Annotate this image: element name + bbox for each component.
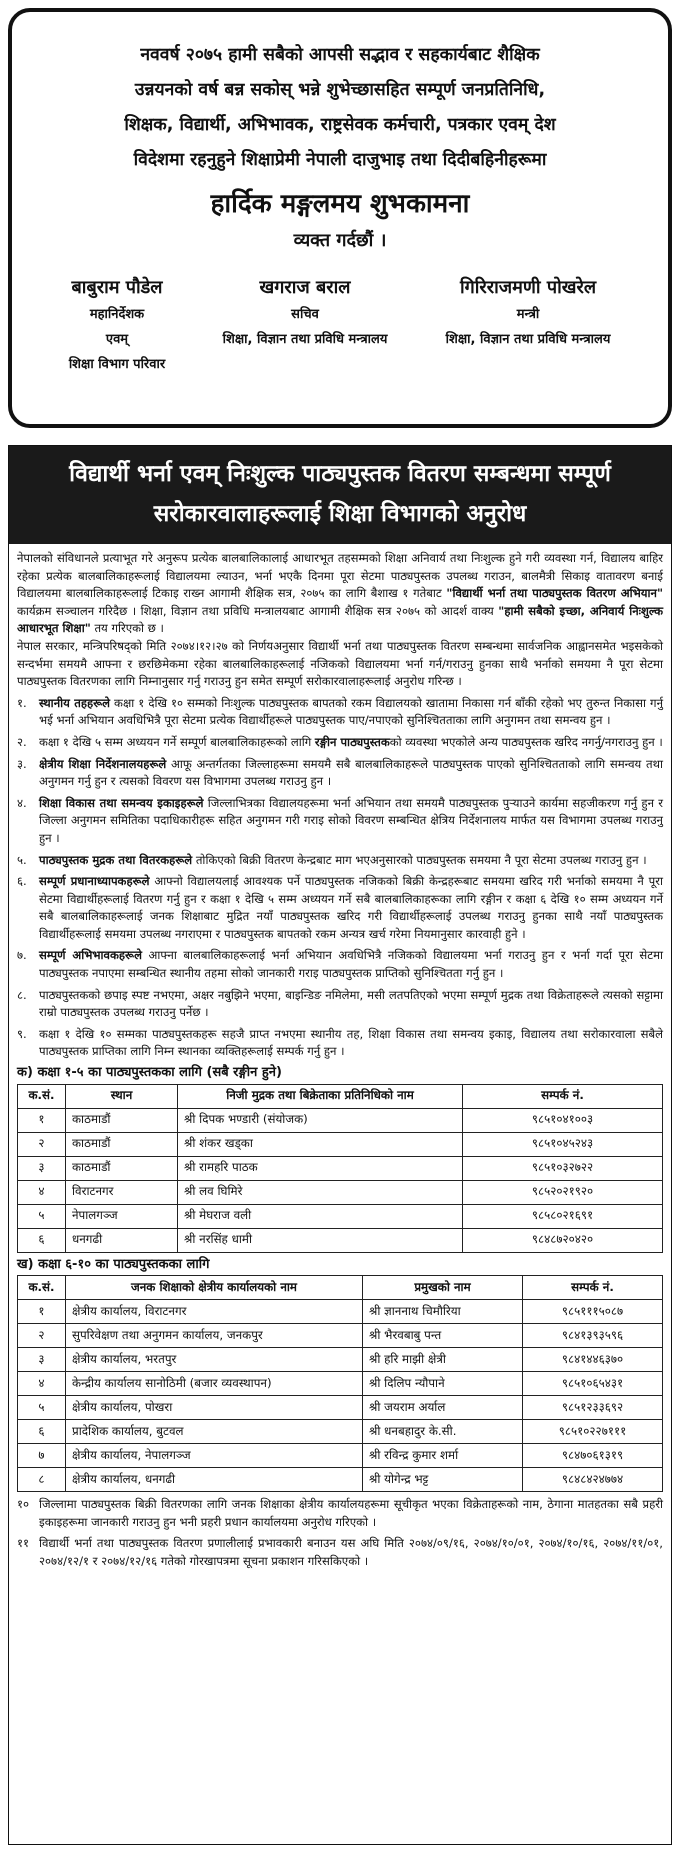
greeting-line: उन्नयनको वर्ष बन्न सकोस् भन्ने शुभेच्छासहित सम्पूर्ण जनप्रतिनिधि, <box>134 80 546 100</box>
table-cell: श्री दिलिप न्यौपाने <box>363 1372 523 1396</box>
intro-paragraph <box>17 550 663 638</box>
table-cell: श्री लव घिमिरे <box>178 1180 463 1204</box>
table-cell: ३ <box>18 1156 66 1180</box>
table-cell: श्री रविन्द्र कुमार शर्मा <box>363 1444 523 1468</box>
signatory-name: बाबुराम पौडेल <box>71 277 163 298</box>
table-cell: ८ <box>18 1468 66 1492</box>
table-a <box>17 1084 663 1253</box>
intro-text: नेपालको संविधानले प्रत्याभूत गरे अनुरूप प्रत्येक बालबालिकालाई आधारभूत तहसम्मको शिक्षा अनिवार्य तथा निःशुल्क हुने गरी व्यवस्था गर्न, विद्यालय बाहिर रहेका प्रत्येक बालबालिकाहरूलाई विद्यालयमा ल्याउन, भर्ना भएकै दिनमा पूरा सेटमा पाठ्यपुस्तक उपलब्ध गराउन, बालमैत्री सिकाइ वातावरण बनाई विद्यालयमा बालबालिकाहरूलाई टिकाइ राख्न आगामी शैक्षिक सत्र, २०७५ का लागि बैशाख १ गतेबाट <box>17 551 663 601</box>
table-cell: श्री दिपक भण्डारी (संयोजक) <box>178 1108 463 1132</box>
table-row <box>18 1300 663 1324</box>
item-text: विद्यार्थी भर्ना तथा पाठ्यपुस्तक वितरण प्रणालीलाई प्रभावकारी बनाउन यस अघि मिति २०७४/०९/१६, २०७४/१०/०१, २०७४/१०/१६, २०७४/११/०१, २०७४/१२/१ र २०७४/१२/१६ गतेको गोरखापत्रमा सूचना प्रकाशन गरिसकिएको । <box>39 1536 663 1568</box>
table-cell: ९८५१०४५२४३ <box>463 1132 663 1156</box>
intro-text: तय गरिएको छ । <box>94 621 164 636</box>
table-row <box>18 1108 663 1132</box>
column-header: क.सं. <box>18 1276 66 1300</box>
table-cell: श्री हरि माझी क्षेत्री <box>363 1348 523 1372</box>
list-item <box>17 1026 663 1061</box>
table-cell: श्री योगेन्द्र भट्ट <box>363 1468 523 1492</box>
list-item <box>17 852 663 870</box>
item-text: कक्षा १ देखि १० सम्मका पाठ्यपुस्तकहरू सहजै प्राप्त नभएमा स्थानीय तह, शिक्षा विकास तथा समन्वय इकाइ, विद्यालय तथा सरोकारवाला सबैले पाठ्यपुस्तक प्राप्तिका लागि निम्न स्थानका व्यक्तिहरूलाई सम्पर्क गर्नु हुन । <box>39 1026 663 1059</box>
item-text: पाठ्यपुस्तकको छपाइ स्पष्ट नभएमा, अक्षर नबुझिने भएमा, बाइन्डिङ नमिलेमा, मसी लतपतिएको भएमा सम्पूर्ण मुद्रक तथा विक्रेताहरूले त्यसको सट्टामा राम्रो पाठ्यपुस्तक उपलब्ध गराउनु पर्नेछ । <box>39 987 663 1020</box>
item-text: आफू अन्तर्गतका जिल्लाहरूमा समयमै सबै बालबालिकाहरूले पाठ्यपुस्तक पाएको सुनिश्चितताको लागि समन्वय तथा अनुगमन गर्नु हुन र त्यसको विवरण यस विभागमा उपलब्ध गराउनु हुन । <box>39 756 663 789</box>
table-row <box>18 1228 663 1252</box>
signatory-line: शिक्षा, विज्ञान तथा प्रविधि मन्त्रालय <box>222 332 388 347</box>
item-text: कक्षा १ देखि ५ सम्म अध्ययन गर्ने सम्पूर्ण बालबालिकाहरूको लागि <box>39 734 312 749</box>
list-item <box>17 947 663 982</box>
table-cell: ९८५८०२१६९१ <box>463 1204 663 1228</box>
table-cell: क्षेत्रीय कार्यालय, पोखरा <box>66 1396 363 1420</box>
item-bold: सम्पूर्ण प्रधानाध्यापकहरूले <box>39 874 150 889</box>
item-number: ११ <box>17 1536 30 1551</box>
table-cell: ९८५१११५०८७ <box>523 1300 663 1324</box>
item-text: तोकिएको बिक्री वितरण केन्द्रबाट माग भएअनुसारको पाठ्यपुस्तक समयमा नै पूरा सेटमा उपलब्ध गराउनु हुन । <box>195 852 647 867</box>
table-cell: सुपरिवेक्षण तथा अनुगमन कार्यालय, जनकपुर <box>66 1324 363 1348</box>
greeting-line: विदेशमा रहनुहुने शिक्षाप्रेमी नेपाली दाजुभाइ तथा दिदीबहिनीहरूमा <box>133 150 547 170</box>
table-cell: ४ <box>18 1180 66 1204</box>
table-cell: केन्द्रीय कार्यालय सानोठिमी (बजार व्यवस्थापन) <box>66 1372 363 1396</box>
table-cell: श्री नरसिंह धामी <box>178 1228 463 1252</box>
item-number: १० <box>17 1497 30 1512</box>
item-text: जिल्लाभित्रका विद्यालयहरूमा भर्ना अभियान तथा समयमै पाठ्यपुस्तक पुऱ्याउने कार्यमा सहजीकरण गर्नु हुन र जिल्ला अनुगमन समितिका पदाधिकारीहरू सहित अनुगमन गरी गराइ सोको विवरण सम्बन्धित क्षेत्रिय निर्देशनालय मार्फत यस विभागमा उपलब्ध गराउनु हुन । <box>39 795 663 845</box>
notice-banner <box>9 446 671 544</box>
item-text: को व्यवस्था भएकोले अन्य पाठ्यपुस्तक खरिद नगर्नु/नगराउनु हुन । <box>389 734 663 749</box>
item-text: आफ्नो विद्यालयलाई आवश्यक पर्ने पाठ्यपुस्तक नजिकको बिक्री केन्द्रहरूबाट समयमा खरिद गरी भर्नाको समयमा नै पूरा सेटमा विद्यार्थीहरूलाई वितरण गर्नु हुन र कक्षा १ देखि ५ सम्म अध्ययन गर्ने सबै बालबालिकाहरूका लागि रङ्गीन र कक्षा ६ देखि १० सम्म अध्ययन गर्ने सबै बालबालिकाहरूलाई जनक शिक्षाबाट मुद्रित नयाँ पाठ्यपुस्तक खरिद गरी विद्यार्थीहरूलाई उपलब्ध गराउनु हुनका साथै नयाँ पाठ्यपुस्तक विद्यार्थीहरूलाई समयमा उपलब्ध नगराएमा र पाठ्यपुस्तक बापतको रकम अन्यत्र खर्च गरेमा नियमानुसार कारवाही हुने । <box>39 874 663 941</box>
table-row <box>18 1180 663 1204</box>
table-cell: ९८४८७२०४२० <box>463 1228 663 1252</box>
table-cell: श्री धनबहादुर के.सी. <box>363 1420 523 1444</box>
greeting-text <box>32 38 648 178</box>
table-cell: १ <box>18 1300 66 1324</box>
list-item <box>17 1496 663 1531</box>
table-row <box>18 1372 663 1396</box>
list-item <box>17 873 663 943</box>
table-cell: श्री ज्ञाननाथ चिमौरिया <box>363 1300 523 1324</box>
signatory <box>408 274 648 377</box>
greeting-line: शिक्षक, विद्यार्थी, अभिभावक, राष्ट्रसेवक कर्मचारी, पत्रकार एवम् देश <box>124 115 556 135</box>
table-cell: प्रादेशिक कार्यालय, बुटवल <box>66 1420 363 1444</box>
greeting-closing: व्यक्त गर्दछौं । <box>293 230 387 251</box>
signatory-title: सचिव <box>291 307 319 322</box>
table-row <box>18 1324 663 1348</box>
table-cell: श्री मेघराज वली <box>178 1204 463 1228</box>
greeting-box <box>8 8 672 428</box>
signatory-title: महानिर्देशक <box>89 307 145 322</box>
table-cell: ३ <box>18 1348 66 1372</box>
table-cell: ५ <box>18 1204 66 1228</box>
item-number: ९. <box>17 1026 27 1041</box>
intro-bold: "हामी सबैको इच्छा, अनिवार्य निःशुल्क आधारभूत शिक्षा" <box>17 603 663 636</box>
item-number: २. <box>17 734 27 749</box>
item-bold: पाठ्यपुस्तक मुद्रक तथा वितरकहरूले <box>39 852 193 867</box>
table-b-heading: ख) कक्षा ६-१० का पाठ्यपुस्तकका लागि <box>17 1256 210 1272</box>
item-number: ८. <box>17 987 27 1002</box>
table-cell: क्षेत्रीय कार्यालय, विराटनगर <box>66 1300 363 1324</box>
table-row <box>18 1420 663 1444</box>
table-cell: ९८४१४४६३७० <box>523 1348 663 1372</box>
signatory-line: एवम् <box>105 332 129 347</box>
table-cell: ७ <box>18 1444 66 1468</box>
list-item <box>17 756 663 791</box>
table-header-row <box>18 1276 663 1300</box>
item-bold: स्थानीय तहहरूले <box>39 695 111 710</box>
list-item <box>17 695 663 730</box>
item-bold: क्षेत्रीय शिक्षा निर्देशनालयहरूले <box>39 756 167 771</box>
table-cell: २ <box>18 1132 66 1156</box>
table-row <box>18 1468 663 1492</box>
table-cell: ५ <box>18 1396 66 1420</box>
table-cell: ९८५१०२२७१११ <box>523 1420 663 1444</box>
column-header: स्थान <box>66 1084 178 1108</box>
column-header: निजी मुद्रक तथा बिक्रेताका प्रतिनिधिको नाम <box>178 1084 463 1108</box>
table-cell: २ <box>18 1324 66 1348</box>
signatory-title: मन्त्री <box>516 307 540 322</box>
table-cell: श्री शंकर खड्का <box>178 1132 463 1156</box>
table-cell: काठमाडौं <box>66 1156 178 1180</box>
table-cell: काठमाडौं <box>66 1132 178 1156</box>
column-header: सम्पर्क नं. <box>523 1276 663 1300</box>
table-cell: ९८४७०६१३१९ <box>523 1444 663 1468</box>
list-item <box>17 795 663 848</box>
column-header: क.सं. <box>18 1084 66 1108</box>
table-cell: ९८५२०२१९२० <box>463 1180 663 1204</box>
signatory <box>32 274 202 377</box>
table-cell: १ <box>18 1108 66 1132</box>
table-cell: विराटनगर <box>66 1180 178 1204</box>
notice-title-line: विद्यार्थी भर्ना एवम् निःशुल्क पाठ्यपुस्तक वितरण सम्बन्धमा सम्पूर्ण <box>69 461 611 487</box>
greeting-line: नववर्ष २०७५ हामी सबैको आपसी सद्भाव र सहकार्यबाट शैक्षिक <box>140 45 540 65</box>
item-number: ४. <box>17 795 27 810</box>
item-number: ६. <box>17 874 27 889</box>
table-cell: क्षेत्रीय कार्यालय, नेपालगञ्ज <box>66 1444 363 1468</box>
table-cell: ९८५१०६५४३१ <box>523 1372 663 1396</box>
table-row <box>18 1204 663 1228</box>
table-row <box>18 1396 663 1420</box>
table-cell: ९८५१०४१००३ <box>463 1108 663 1132</box>
table-cell: क्षेत्रीय कार्यालय, धनगढी <box>66 1468 363 1492</box>
signatories <box>32 274 648 377</box>
table-cell: श्री भैरवबाबु पन्त <box>363 1324 523 1348</box>
table-row <box>18 1132 663 1156</box>
table-cell: श्री जयराम अर्याल <box>363 1396 523 1420</box>
table-cell: ६ <box>18 1420 66 1444</box>
signatory-name: खगराज बराल <box>259 277 351 298</box>
item-number: १. <box>17 695 27 710</box>
table-cell: ९८४१३९३५९६ <box>523 1324 663 1348</box>
table-cell: ९८४८४२४७७४ <box>523 1468 663 1492</box>
notice-body <box>9 544 671 1571</box>
column-header: प्रमुखको नाम <box>363 1276 523 1300</box>
item-number: ५. <box>17 852 27 867</box>
intro-bold: "विद्यार्थी भर्ना तथा पाठ्यपुस्तक वितरण अभियान" <box>446 586 663 601</box>
table-cell: क्षेत्रीय कार्यालय, भरतपुर <box>66 1348 363 1372</box>
table-cell: ६ <box>18 1228 66 1252</box>
item-bold: रङ्गीन पाठ्यपुस्तक <box>314 734 390 749</box>
item-number: ७. <box>17 948 27 963</box>
table-cell: ९८५१०३२७२२ <box>463 1156 663 1180</box>
signatory-line: शिक्षा विभाग परिवार <box>68 357 166 372</box>
signatory-name: गिरिराजमणी पोखरेल <box>459 277 597 298</box>
intro-paragraph: नेपाल सरकार, मन्त्रिपरिषद्को मिति २०७४।१२।२७ को निर्णयअनुसार विद्यार्थी भर्ना तथा पाठ्यपुस्तक वितरण सम्बन्धमा सार्वजनिक आह्वानसमेत भइसकेको सन्दर्भमा समयमै आफ्ना र छरछिमेकमा रहेका बालबालिकाहरूलाई नजिकको विद्यालयमा भर्ना गर्न/गराउनु हुनका साथै भर्नाको समयमा नै पूरा सेटमा पाठ्यपुस्तक वितरणका लागि निम्नानुसार गर्नु गराउनु हुन समेत सम्पूर्ण सरोकारवालाहरूलाई अनुरोध गरिन्छ । <box>17 638 663 689</box>
table-cell: ४ <box>18 1372 66 1396</box>
table-cell: श्री रामहरि पाठक <box>178 1156 463 1180</box>
table-row <box>18 1348 663 1372</box>
table-header-row <box>18 1084 663 1108</box>
table-row <box>18 1444 663 1468</box>
table-cell: काठमाडौं <box>66 1108 178 1132</box>
item-text: जिल्लामा पाठ्यपुस्तक बिक्री वितरणका लागि जनक शिक्षाका क्षेत्रीय कार्यालयहरूमा सूचीकृत भएका विक्रेताहरूको नाम, ठेगाना मातहतका सबै प्रहरी इकाइहरूमा जानकारी गराउनु हुन भनी प्रहरी प्रधान कार्यालयमा अनुरोध गरिएको । <box>39 1497 663 1529</box>
table-cell: धनगढी <box>66 1228 178 1252</box>
item-bold: शिक्षा विकास तथा समन्वय इकाइहरूले <box>39 795 204 810</box>
item-text: कक्षा १ देखि १० सम्मको निःशुल्क पाठ्यपुस्तक बापतको रकम विद्यालयको खातामा निकासा गर्न बाँकी रहेको भए तुरुन्त निकासा गर्नु भई भर्ना अभियान अवधिभित्रै पूरा सेटमा प्रत्येक विद्यार्थीहरूले पाठ्यपुस्तक पाए/नपाएको सुनिश्चितताका लागि अनुगमन तथा समन्वय हुन । <box>39 695 663 728</box>
table-cell: नेपालगञ्ज <box>66 1204 178 1228</box>
item-bold: सम्पूर्ण अभिभावकहरूले <box>39 948 142 963</box>
signatory-line: शिक्षा, विज्ञान तथा प्रविधि मन्त्रालय <box>445 332 611 347</box>
item-number: ३. <box>17 756 27 771</box>
list-item <box>17 1535 663 1570</box>
table-a-heading: क) कक्षा १-५ का पाठ्यपुस्तकका लागि (सबै रङ्गीन हुने) <box>17 1065 282 1081</box>
item-text: आफ्ना बालबालिकाहरूलाई भर्ना अभियान अवधिभित्रै नजिकको विद्यालयमा भर्ना गराउनु हुन र भर्ना गर्दा पूरा सेटमा पाठ्यपुस्तक नपाएमा सम्बन्धित स्थानीय तहमा सोको जानकारी गराइ पाठ्यपुस्तक प्राप्तिको सुनिश्चितता गर्नु हुन । <box>39 948 664 981</box>
table-cell: ९८५१२३३६९२ <box>523 1396 663 1420</box>
list-item <box>17 734 663 752</box>
table-b <box>17 1275 663 1492</box>
intro-text: कार्यक्रम सञ्चालन गरिदैछ । शिक्षा, विज्ञान तथा प्रविधि मन्त्रालयबाट आगामी शैक्षिक सत्र २०७५ को आदर्श वाक्य <box>17 603 494 618</box>
greeting-headline: हार्दिक मङ्गलमय शुभकामना <box>210 189 470 219</box>
signatory <box>205 274 405 377</box>
column-header: सम्पर्क नं. <box>463 1084 663 1108</box>
notice <box>8 445 672 1845</box>
column-header: जनक शिक्षाको क्षेत्रीय कार्यालयको नाम <box>66 1276 363 1300</box>
list-item <box>17 987 663 1022</box>
table-row <box>18 1156 663 1180</box>
notice-title-line: सरोकारवालाहरूलाई शिक्षा विभागको अनुरोध <box>153 501 527 527</box>
